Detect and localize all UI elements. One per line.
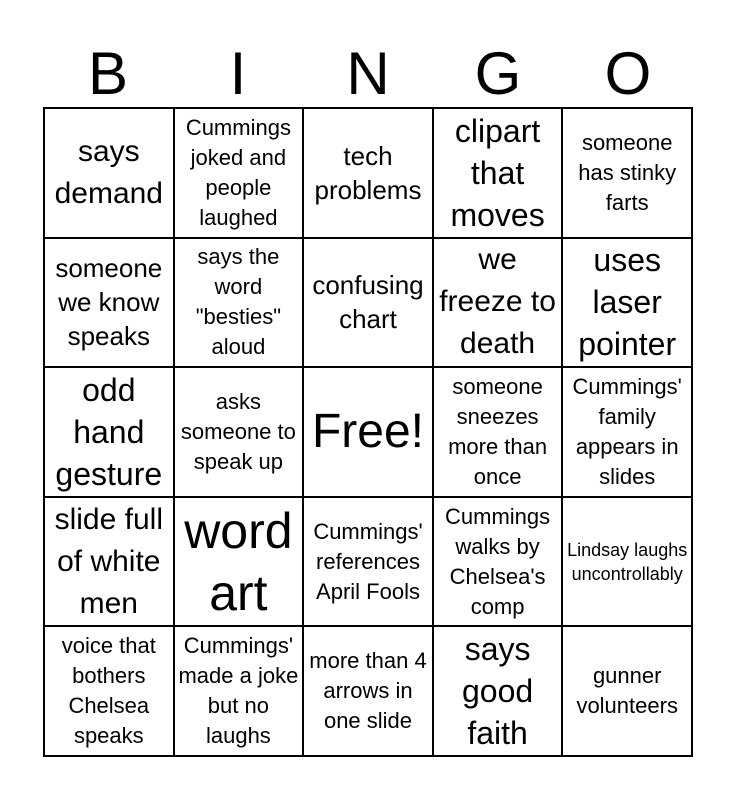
bingo-cell[interactable] xyxy=(562,367,692,497)
cell-text: says the word "besties" aloud xyxy=(195,244,282,360)
cell-text: someone we know speaks xyxy=(55,253,163,352)
cell-text: odd hand gesture xyxy=(55,371,163,492)
bingo-cell[interactable] xyxy=(433,367,563,497)
bingo-cell[interactable] xyxy=(44,497,174,627)
cell-text: Cummings' family appears in slides xyxy=(572,373,682,489)
bingo-cell[interactable] xyxy=(174,626,304,756)
bingo-cell[interactable] xyxy=(433,497,563,627)
cell-text: asks someone to speak up xyxy=(180,388,296,474)
bingo-cell[interactable] xyxy=(433,238,563,368)
cell-text: clipart that moves xyxy=(450,112,545,233)
bingo-cell[interactable] xyxy=(174,108,304,238)
cell-text: slide full of white men xyxy=(54,502,163,620)
cell-text: word art xyxy=(184,502,293,621)
cell-text: says good faith xyxy=(462,631,534,752)
bingo-cell[interactable] xyxy=(562,108,692,238)
bingo-cell[interactable] xyxy=(44,626,174,756)
cell-text: voice that bothers Chelsea speaks xyxy=(61,633,156,749)
bingo-cell[interactable] xyxy=(433,626,563,756)
bingo-cell[interactable] xyxy=(303,108,433,238)
bingo-cell[interactable] xyxy=(562,626,692,756)
bingo-header xyxy=(43,40,693,108)
bingo-cell[interactable] xyxy=(174,238,304,368)
cell-text: gunner volunteers xyxy=(576,663,678,719)
bingo-cell[interactable] xyxy=(303,238,433,368)
cell-text: more than 4 arrows in one slide xyxy=(309,648,427,734)
bingo-board xyxy=(43,107,693,757)
bingo-cell[interactable] xyxy=(44,238,174,368)
header-letter-b: B xyxy=(87,40,129,107)
cell-text: Lindsay laughs uncontrollably xyxy=(567,539,688,584)
bingo-cell[interactable] xyxy=(174,367,304,497)
cell-text: uses laser pointer xyxy=(578,242,677,363)
bingo-cell[interactable] xyxy=(562,497,692,627)
cell-text: someone has stinky farts xyxy=(578,129,677,215)
header-letter-n: N xyxy=(346,40,390,107)
free-space-text: Free! xyxy=(311,404,424,458)
bingo-cell[interactable] xyxy=(44,367,174,497)
header-letter-o: O xyxy=(604,40,652,107)
cell-text: says demand xyxy=(54,134,163,210)
cell-text: we freeze to death xyxy=(439,243,556,361)
cell-text: confusing chart xyxy=(312,270,424,335)
header-letter-g: G xyxy=(474,40,522,107)
bingo-cell[interactable] xyxy=(433,108,563,238)
bingo-cell[interactable] xyxy=(44,108,174,238)
bingo-cell[interactable] xyxy=(303,497,433,627)
cell-text: Cummings walks by Chelsea's comp xyxy=(445,503,551,619)
header-letter-i: I xyxy=(229,40,247,107)
bingo-cell[interactable] xyxy=(174,497,304,627)
cell-text: someone sneezes more than once xyxy=(448,373,548,489)
cell-text: Cummings' references April Fools xyxy=(313,518,423,604)
cell-text: Cummings joked and people laughed xyxy=(185,114,291,230)
cell-text: Cummings' made a joke but no laughs xyxy=(178,633,299,749)
cell-text: tech problems xyxy=(314,140,422,205)
free-space[interactable] xyxy=(303,367,433,497)
bingo-cell[interactable] xyxy=(303,626,433,756)
bingo-cell[interactable] xyxy=(562,238,692,368)
